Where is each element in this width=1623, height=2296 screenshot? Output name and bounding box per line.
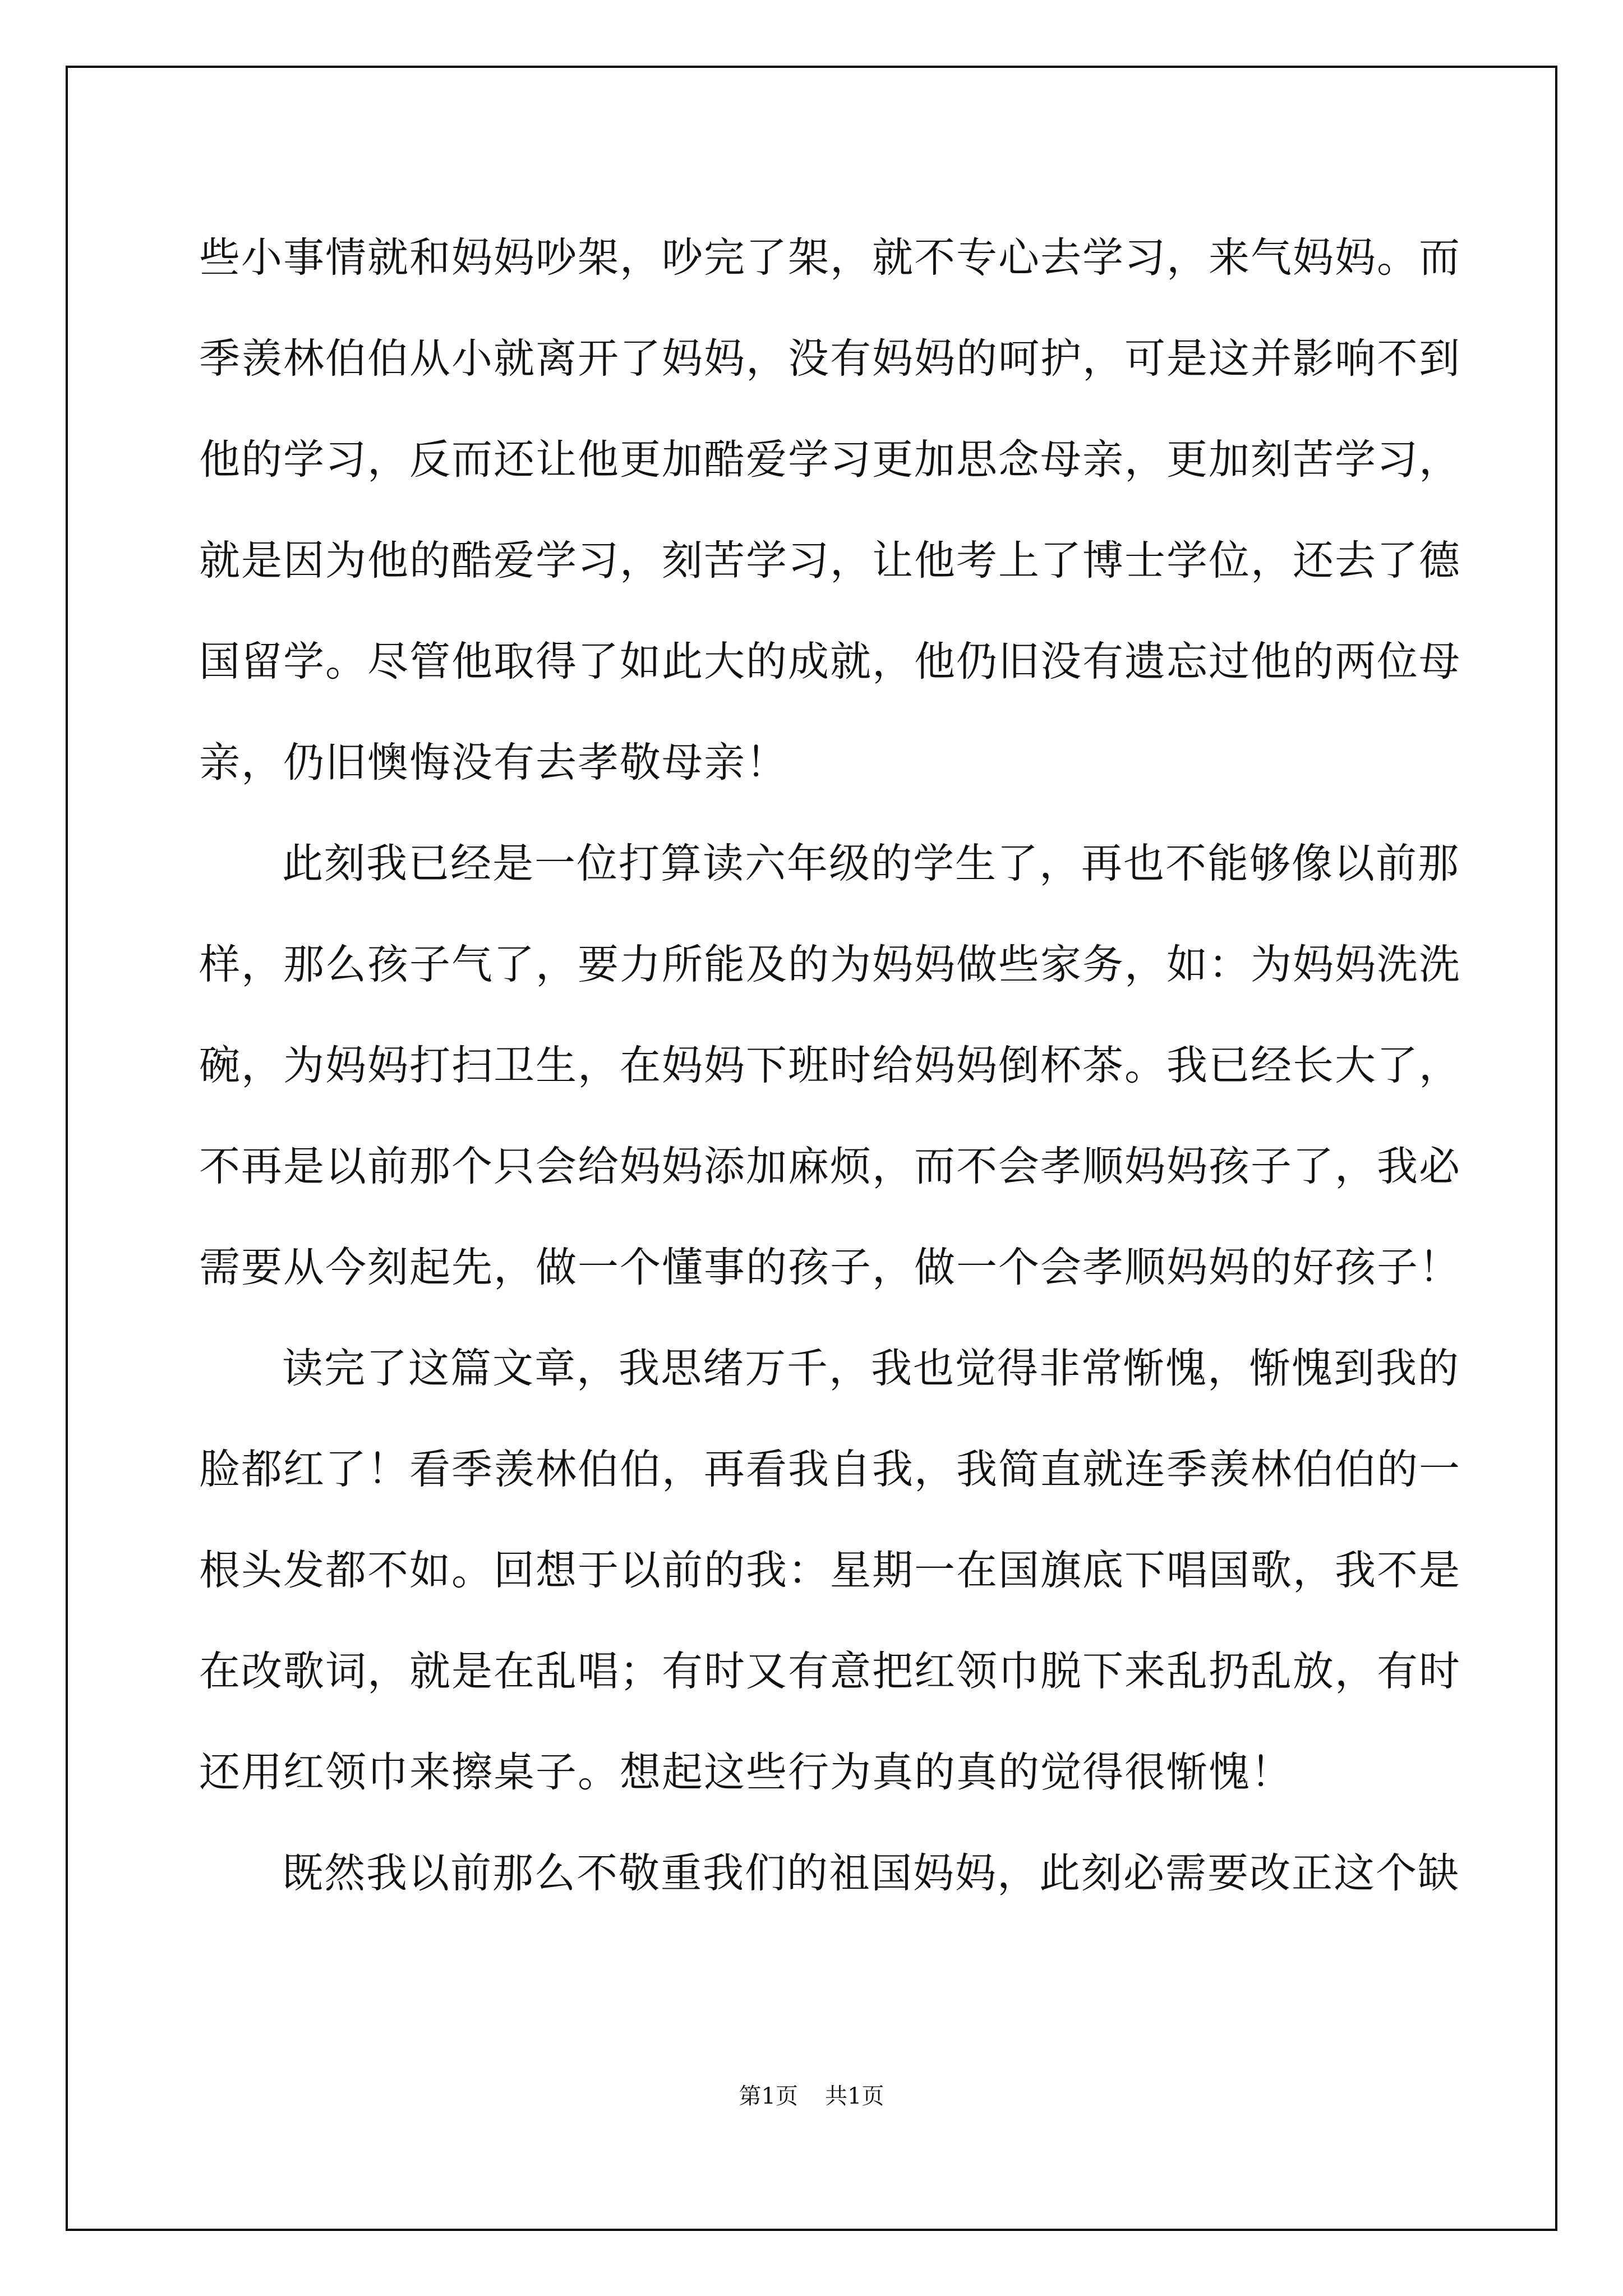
paragraph-first-line: 既然我以前那么不敬重我们的祖国妈妈，此刻必需要改正这个缺 — [282, 1849, 1460, 1897]
text-line: 脸都红了！看季羡林伯伯，再看我自我，我简直就连季羡林伯伯的一 — [199, 1446, 1461, 1493]
text-line: 还用红领巾来擦桌子。想起这些行为真的真的觉得很惭愧！ — [199, 1749, 1293, 1796]
text-line: 亲，仍旧懊悔没有去孝敬母亲！ — [199, 739, 788, 786]
text-line: 不再是以前那个只会给妈妈添加麻烦，而不会孝顺妈妈孩子了，我必 — [199, 1143, 1461, 1190]
text-line: 根头发都不如。回想于以前的我：星期一在国旗底下唱国歌，我不是 — [199, 1547, 1461, 1594]
text-line: 他的学习，反而还让他更加酷爱学习更加思念母亲，更加刻苦学习， — [199, 436, 1461, 484]
text-line: 碗，为妈妈打扫卫生，在妈妈下班时给妈妈倒杯茶。我已经长大了， — [199, 1042, 1461, 1089]
text-line: 需要从今刻起先，做一个懂事的孩子，做一个会孝顺妈妈的好孩子！ — [199, 1244, 1461, 1291]
paragraph-first-line: 此刻我已经是一位打算读六年级的学生了，再也不能够像以前那 — [282, 840, 1460, 887]
text-line: 国留学。尽管他取得了如此大的成就，他仍旧没有遗忘过他的两位母 — [199, 638, 1461, 685]
text-line: 样，那么孩子气了，要力所能及的为妈妈做些家务，如：为妈妈洗洗 — [199, 941, 1461, 988]
text-line: 在改歌词，就是在乱唱；有时又有意把红领巾脱下来乱扔乱放，有时 — [199, 1648, 1461, 1695]
page-footer — [0, 2078, 1623, 2110]
document-body — [199, 208, 1461, 1924]
paragraph-first-line: 读完了这篇文章，我思绪万千，我也觉得非常惭愧，惭愧到我的 — [282, 1345, 1460, 1392]
text-line: 季羡林伯伯从小就离开了妈妈，没有妈妈的呵护，可是这并影响不到 — [199, 335, 1461, 383]
text-line: 些小事情就和妈妈吵架，吵完了架，就不专心去学习，来气妈妈。而 — [199, 234, 1461, 282]
page-total: 共1页 — [825, 2083, 884, 2109]
text-line: 就是因为他的酷爱学习，刻苦学习，让他考上了博士学位，还去了德 — [199, 537, 1461, 585]
page-number: 第1页 — [739, 2083, 798, 2109]
